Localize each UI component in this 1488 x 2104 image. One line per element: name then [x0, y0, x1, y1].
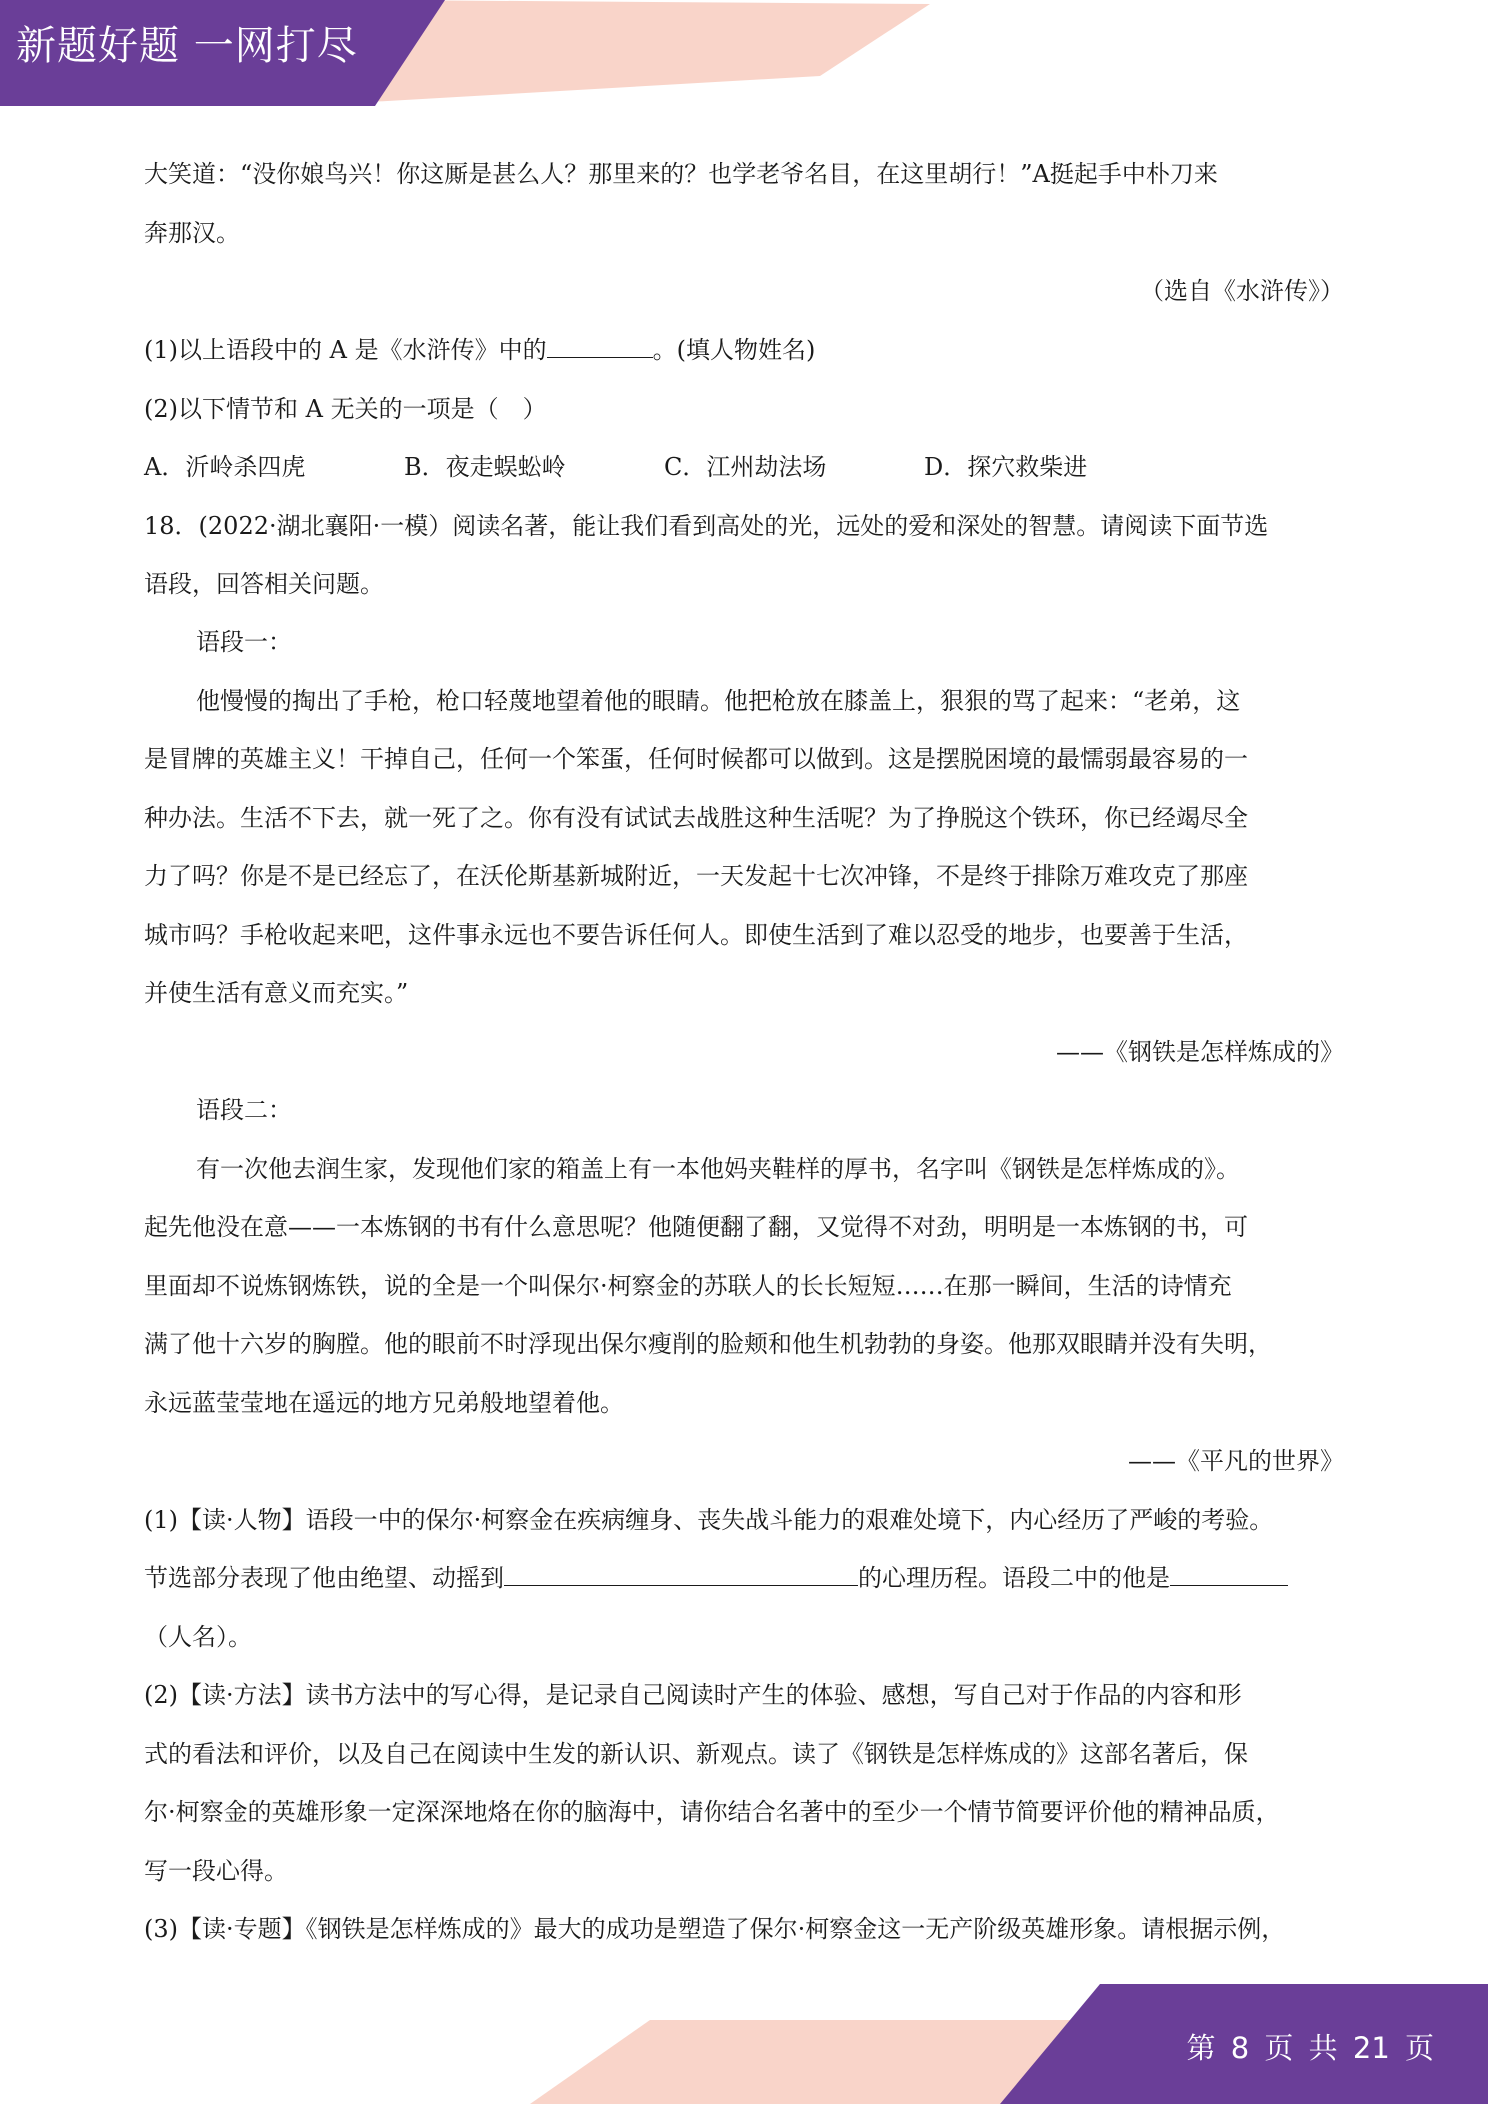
segment-title: 语段二： — [196, 1096, 292, 1124]
segment-line: 满了他十六岁的胸膛。他的眼前不时浮现出保尔瘦削的脸颊和他生机勃勃的身姿。他那双眼睛并没有失明， — [144, 1330, 1272, 1358]
q18-sub2-line: (2)【读·方法】读书方法中的写心得，是记录自己阅读时产生的体验、感想，写自己对于作品的内容和形 — [144, 1681, 1242, 1709]
q17-sub1: (1)以上语段中的 A 是《水浒传》中的 。(填人物姓名) — [144, 336, 816, 364]
answer-blank[interactable] — [1170, 1563, 1288, 1586]
q18-stem-line: 18．(2022·湖北襄阳·一模）阅读名著，能让我们看到高处的光，远处的爱和深处的智慧。请阅读下面节选 — [144, 512, 1269, 540]
segment-line: 并使生活有意义而充实。” — [144, 979, 409, 1007]
segment-line: 他慢慢的掏出了手枪，枪口轻蔑地望着他的眼睛。他把枪放在膝盖上，狠狠的骂了起来：“老弟，这 — [196, 687, 1241, 715]
q18-sub2-line: 写一段心得。 — [144, 1857, 288, 1885]
q17-sub2: (2)以下情节和 A 无关的一项是（ ） — [144, 395, 547, 423]
header-title: 新题好题 一网打尽 — [16, 23, 358, 69]
option-b[interactable]: B．夜走蜈蚣岭 — [404, 453, 566, 481]
q18-sub2-line: 尔·柯察金的英雄形象一定深深地烙在你的脑海中，请你结合名著中的至少一个情节简要评价他的精神品质， — [144, 1798, 1280, 1826]
passage-source: （选自《水浒传》） — [1140, 277, 1344, 305]
segment-line: 起先他没在意——一本炼钢的书有什么意思呢？他随便翻了翻，又觉得不对劲，明明是一本炼钢的书，可 — [144, 1213, 1248, 1241]
answer-blank[interactable] — [547, 335, 653, 358]
q18-sub1-line: （人名）。 — [144, 1623, 252, 1651]
passage-line: 奔那汉。 — [144, 219, 240, 247]
answer-blank[interactable] — [504, 1563, 858, 1586]
segment-line: 力了吗？你是不是已经忘了，在沃伦斯基新城附近，一天发起十七次冲锋，不是终于排除万难攻克了那座 — [144, 862, 1248, 890]
segment-source: ——《平凡的世界》 — [1128, 1447, 1344, 1475]
segment-title: 语段一： — [196, 628, 292, 656]
document-body — [144, 0, 1344, 2104]
q18-sub1-line: 节选部分表现了他由绝望、动摇到 的心理历程。语段二中的他是 — [144, 1558, 1344, 1593]
page-number: 第 8 页 共 21 页 — [1186, 2031, 1434, 2065]
segment-line: 种办法。生活不下去，就一死了之。你有没有试试去战胜这种生活呢？为了挣脱这个铁环，你已经竭尽全 — [144, 804, 1248, 832]
segment-line: 城市吗？手枪收起来吧，这件事永远也不要告诉任何人。即使生活到了难以忍受的地步，也要善于生活， — [144, 921, 1248, 949]
segment-line: 有一次他去润生家，发现他们家的箱盖上有一本他妈夹鞋样的厚书，名字叫《钢铁是怎样炼成的》。 — [196, 1155, 1240, 1183]
segment-line: 是冒牌的英雄主义！干掉自己，任何一个笨蛋，任何时候都可以做到。这是摆脱困境的最懦弱最容易的一 — [144, 745, 1248, 773]
q18-sub3-line: (3)【读·专题】《钢铁是怎样炼成的》最大的成功是塑造了保尔·柯察金这一无产阶级英雄形象。请根据示例， — [144, 1915, 1286, 1943]
q18-stem-line: 语段，回答相关问题。 — [144, 570, 384, 598]
segment-source: ——《钢铁是怎样炼成的》 — [1056, 1038, 1344, 1066]
segment-line: 永远蓝莹莹地在遥远的地方兄弟般地望着他。 — [144, 1389, 624, 1417]
segment-line: 里面却不说炼钢炼铁，说的全是一个叫保尔·柯察金的苏联人的长长短短……在那一瞬间，生活的诗情充 — [144, 1272, 1232, 1300]
option-a[interactable]: A．沂岭杀四虎 — [144, 453, 306, 481]
option-c[interactable]: C．江州劫法场 — [664, 453, 827, 481]
q18-sub1-line: (1)【读·人物】语段一中的保尔·柯察金在疾病缠身、丧失战斗能力的艰难处境下，内心经历了严峻的考验。 — [144, 1506, 1274, 1534]
passage-line: 大笑道：“没你娘鸟兴！你这厮是甚么人？那里来的？也学老爷名目，在这里胡行！”A挺起手中朴刀来 — [144, 160, 1218, 188]
q18-sub2-line: 式的看法和评价，以及自己在阅读中生发的新认识、新观点。读了《钢铁是怎样炼成的》这部名著后，保 — [144, 1740, 1248, 1768]
option-d[interactable]: D．探穴救柴进 — [924, 453, 1088, 481]
